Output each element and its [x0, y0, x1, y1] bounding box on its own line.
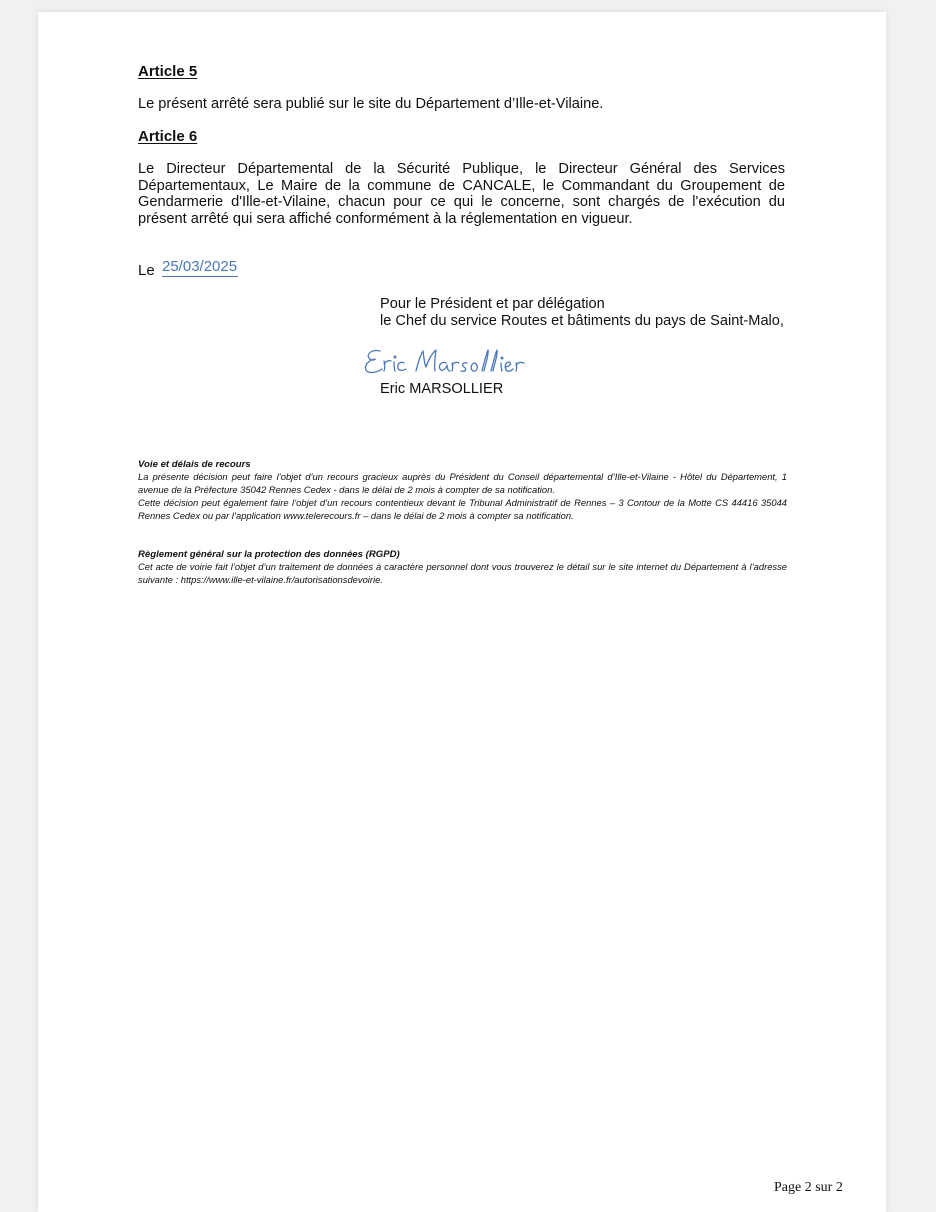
recours-text-contentieux: Cette décision peut également faire l’objet d’un recours contentieux devant le Tribunal Administratif de Rennes – 3 Contour de la Motte CS 44416 35044 Rennes Cedex ou par l’application www.telerecours.fr – dans le délai de 2 mois à compter sa notification.: [138, 497, 787, 521]
article-5-text: Le présent arrêté sera publié sur le site du Département d’Ille-et-Vilaine.: [138, 96, 604, 112]
handwritten-signature: [360, 345, 530, 377]
date-value: 25/03/2025: [162, 258, 238, 275]
document-page: [38, 12, 886, 1212]
rgpd-heading: Règlement général sur la protection des données (RGPD): [138, 549, 400, 560]
article-5-heading: Article 5: [138, 63, 198, 80]
rgpd-text: Cet acte de voirie fait l’objet d’un traitement de données à caractère personnel dont vous trouverez le détail sur le site internet du Département à l’adresse suivante : https://www.ille-et-vilaine.fr/autorisationsdevoirie.: [138, 561, 787, 585]
date-prefix: Le: [138, 262, 155, 279]
signatory-name: Eric MARSOLLIER: [380, 381, 504, 397]
date-line: [138, 258, 278, 282]
page-number: Page 2 sur 2: [774, 1180, 843, 1195]
recours-heading: Voie et délais de recours: [138, 459, 251, 470]
article-6-heading: Article 6: [138, 128, 198, 145]
signature-title-line: le Chef du service Routes et bâtiments du pays de Saint-Malo,: [380, 313, 784, 329]
signature-block: [380, 296, 790, 330]
recours-text-gracieux: La présente décision peut faire l’objet d’un recours gracieux auprès du Président du Conseil départemental d’Ille-et-Vilaine - Hôtel du Département, 1 avenue de la Préfecture 35042 Rennes Cedex - dans le délai de 2 mois à compter de sa notification.: [138, 471, 787, 495]
signature-delegation-line: Pour le Président et par délégation: [380, 296, 605, 312]
article-6-text: Le Directeur Départemental de la Sécurité Publique, le Directeur Général des Services Départementaux, Le Maire de la commune de CANCALE, le Commandant du Groupement de Gendarmerie d'Ille-et-Vilaine, chacun pour ce qui le concerne, sont chargés de l'exécution du présent arrêté qui sera affiché conformément à la réglementation en vigueur.: [138, 161, 785, 227]
